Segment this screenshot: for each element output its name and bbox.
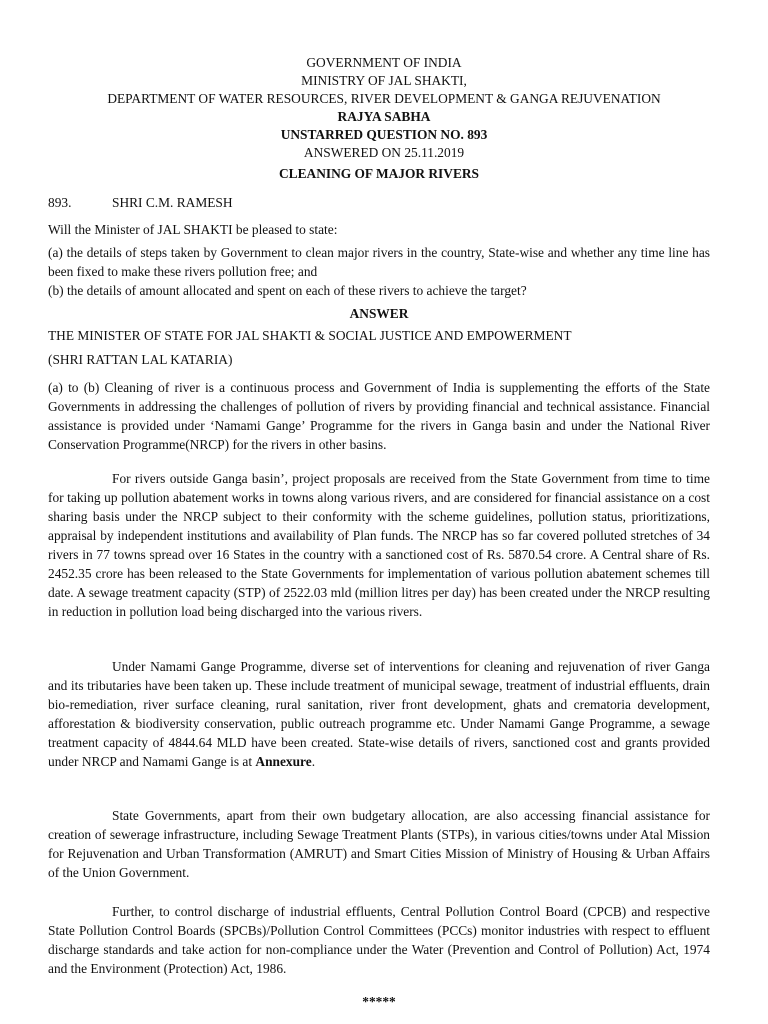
paragraph-3-text: Under Namami Gange Programme, diverse set of interventions for cleaning and rejuvenation of river Ganga and its tributaries have been taken up. These include treatment of municipal sewage, treatment of industrial effluents, drain bio-remediation, river surface cleaning, rural sanitation, river front development, ghats and crematoria development, afforestation & biodiversity conservation, public outreach programme etc. Under Namami Gange Programme, a sewage treatment capacity of 4844.64 MLD have been created. State-wise details of rivers, sanctioned cost and grants provided under NRCP and Namami Gange is at (48, 659, 710, 769)
header-ministry: MINISTRY OF JAL SHAKTI, (301, 73, 467, 88)
document-header (0, 54, 768, 162)
question-intro: Will the Minister of JAL SHAKTI be pleased to state: (48, 222, 338, 237)
answer-minister: THE MINISTER OF STATE FOR JAL SHAKTI & SOCIAL JUSTICE AND EMPOWERMENT (48, 328, 572, 343)
question-part-a: (a) the details of steps taken by Government to clean major rivers in the country, State-wise and whether any time line has been fixed to make these rivers pollution free; and (48, 245, 710, 279)
header-question-number: UNSTARRED QUESTION NO. 893 (280, 127, 488, 142)
answer-paragraph-1: (a) to (b) Cleaning of river is a continuous process and Government of India is supplementing the efforts of the State Governments in addressing the challenges of pollution of rivers by providing financial and technical assistance. Financial assistance is provided under ‘Namami Gange’ Programme for the rivers in Ganga basin and under the National River Conservation Programme(NRCP) for the rivers in other basins. (48, 380, 710, 452)
answer-paragraph-2: For rivers outside Ganga basin’, project proposals are received from the State Government from time to time for taking up pollution abatement works in towns along various rivers, and are considered for financial assistance on a cost sharing basis under the NRCP subject to their conformity with the scheme guidelines, pollution status, prioritizations, appraisal by independent institutions and availability of Plan funds. The NRCP has so far covered polluted stretches of 34 rivers in 77 towns spread over 16 States in the country with a sanctioned cost of Rs. 5870.54 crore. A Central share of Rs. 2452.35 crore has been released to the State Governments for implementation of various pollution abatement schemes till date. A sewage treatment capacity (STP) of 2522.03 mld (million litres per day) has been created under the NRCP resulting in reduction in pollution load being discharged into the various rivers. (48, 471, 710, 619)
answer-paragraph-4: State Governments, apart from their own budgetary allocation, are also accessing financial assistance for creation of sewerage infrastructure, including Sewage Treatment Plants (STPs), in various cities/towns under Atal Mission for Rejuvenation and Urban Transformation (AMRUT) and Smart Cities Mission of Ministry of Housing & Urban Affairs of the Union Government. (48, 808, 710, 880)
answer-heading: ANSWER (349, 306, 409, 321)
header-house: RAJYA SABHA (337, 109, 431, 124)
answer-paragraph-3 (48, 657, 710, 771)
end-marker: ***** (362, 994, 396, 1009)
annexure-reference: Annexure (255, 754, 312, 769)
paragraph-3-end: . (311, 754, 316, 769)
answer-minister-name: (SHRI RATTAN LAL KATARIA) (48, 352, 233, 367)
question-member-row (48, 193, 710, 212)
question-number: 893. (48, 195, 72, 210)
answer-paragraph-5: Further, to control discharge of industrial effluents, Central Pollution Control Board (CPCB) and respective State Pollution Control Boards (SPCBs)/Pollution Control Committees (PCCs) monitor industries with respect to effluent discharge standards and take action for non-compliance under the Water (Prevention and Control of Pollution) Act, 1974 and the Environment (Protection) Act, 1986. (48, 904, 710, 976)
header-department: DEPARTMENT OF WATER RESOURCES, RIVER DEVELOPMENT & GANGA REJUVENATION (107, 91, 661, 106)
header-government: GOVERNMENT OF INDIA (306, 55, 462, 70)
question-part-b: (b) the details of amount allocated and spent on each of these rivers to achieve the target? (48, 283, 527, 298)
member-name: SHRI C.M. RAMESH (112, 195, 233, 210)
header-answered-on: ANSWERED ON 25.11.2019 (303, 145, 465, 160)
subject-title: CLEANING OF MAJOR RIVERS (278, 166, 479, 181)
